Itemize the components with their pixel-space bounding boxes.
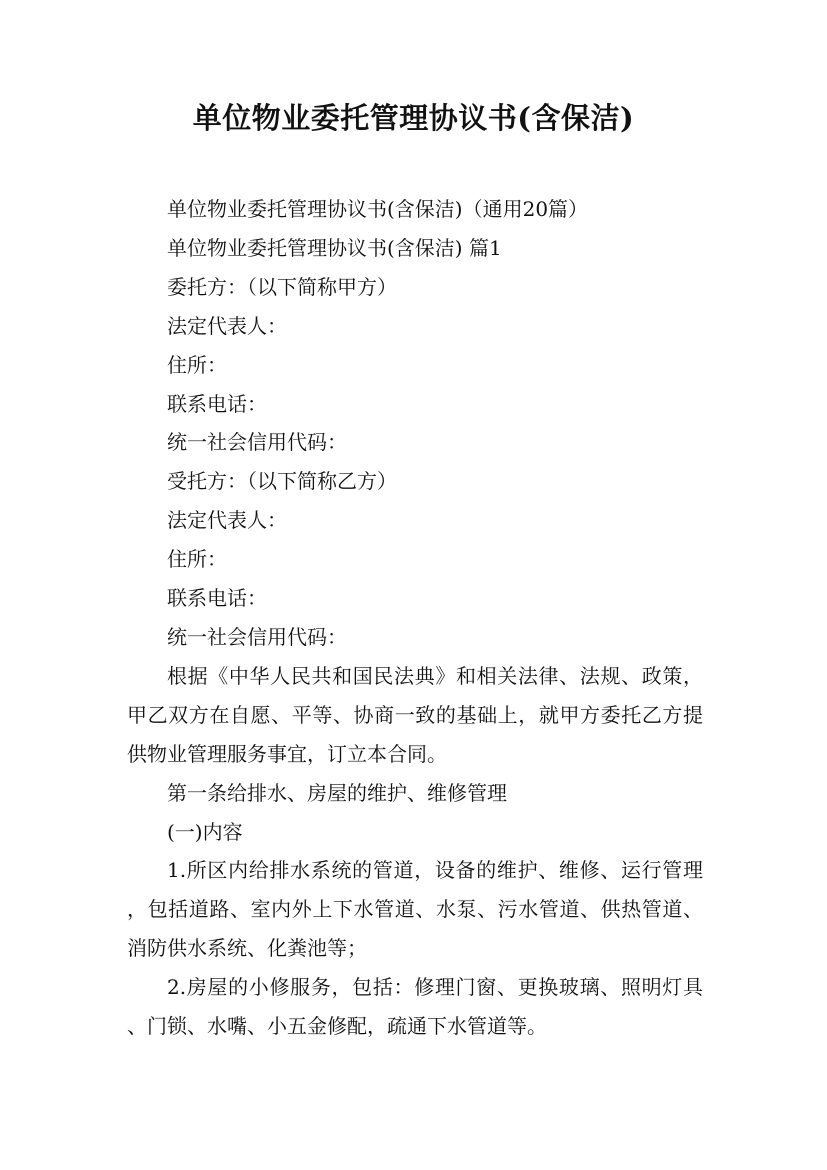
doc-paragraph-subtitle: 单位物业委托管理协议书(含保洁)（通用20篇） bbox=[167, 197, 589, 221]
doc-paragraph-item-1: 1.所区内给排水系统的管道，设备的维护、维修、运行管理，包括道路、室内外上下水管道、水泵、污水管道、供热管道、消防供水系统、化粪池等； bbox=[127, 858, 703, 961]
doc-paragraph-client-credit-code: 统一社会信用代码： bbox=[167, 430, 347, 455]
doc-paragraph-client: 委托方：（以下简称甲方） bbox=[167, 274, 397, 299]
doc-paragraph-trustee-legal-rep: 法定代表人： bbox=[167, 508, 287, 533]
doc-paragraph-client-legal-rep: 法定代表人： bbox=[167, 313, 287, 338]
doc-paragraph-client-address: 住所： bbox=[167, 352, 227, 377]
doc-paragraph-trustee-credit-code: 统一社会信用代码： bbox=[167, 624, 347, 649]
doc-paragraph-trustee-phone: 联系电话： bbox=[167, 586, 267, 611]
doc-paragraph-client-phone: 联系电话： bbox=[167, 391, 267, 416]
doc-paragraph-trustee: 受托方：（以下简称乙方） bbox=[167, 469, 397, 494]
doc-paragraph-content-heading: (一)内容 bbox=[167, 819, 243, 844]
doc-paragraph-preamble: 根据《中华人民共和国民法典》和相关法律、法规、政策，甲乙双方在自愿、平等、协商一致的基础上，就甲方委托乙方提供物业管理服务事宜，订立本合同。 bbox=[127, 663, 703, 766]
doc-paragraph-section-heading: 单位物业委托管理协议书(含保洁) 篇1 bbox=[167, 235, 502, 260]
doc-paragraph-trustee-address: 住所： bbox=[167, 547, 227, 572]
document-body bbox=[127, 190, 703, 1046]
doc-paragraph-article-1: 第一条给排水、房屋的维护、维修管理 bbox=[167, 780, 507, 805]
document-title: 单位物业委托管理协议书(含保洁) bbox=[192, 101, 635, 135]
doc-paragraph-item-2: 2.房屋的小修服务，包括：修理门窗、更换玻璃、照明灯具、门锁、水嘴、小五金修配，疏通下水管道等。 bbox=[127, 975, 703, 1039]
